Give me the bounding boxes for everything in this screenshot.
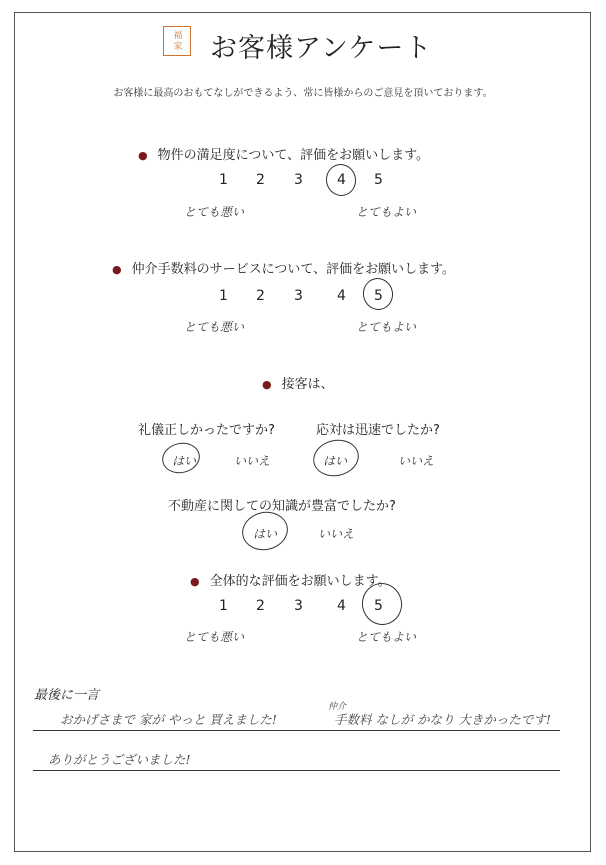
question-4 xyxy=(190,570,391,589)
question-3 xyxy=(262,373,334,392)
logo-char-1: 福 xyxy=(173,31,183,41)
q1-option-4[interactable]: 4 xyxy=(337,172,346,188)
q3-sub2-yes[interactable]: はい xyxy=(323,454,348,468)
question-4-label: 全体的な評価をお願いします。 xyxy=(209,574,391,589)
question-3-label: 接客は、 xyxy=(281,377,334,392)
question-2-label: 仲介手数料のサービスについて、評価をお願いします。 xyxy=(131,262,456,277)
final-comment-annotation: 仲介 xyxy=(328,702,347,712)
q2-option-4[interactable]: 4 xyxy=(337,288,346,304)
q2-low-label: とても悪い xyxy=(184,320,245,334)
q4-high-label: とてもよい xyxy=(356,630,417,644)
q1-option-1[interactable]: 1 xyxy=(219,172,228,188)
q3-sub3-yes[interactable]: はい xyxy=(253,527,278,541)
comment-rule-2 xyxy=(33,770,560,771)
q4-low-label: とても悪い xyxy=(184,630,245,644)
q3-sub2-no[interactable]: いいえ xyxy=(398,454,435,468)
question-1 xyxy=(138,144,429,163)
q4-option-2[interactable]: 2 xyxy=(256,598,265,614)
q1-option-5[interactable]: 5 xyxy=(374,172,383,188)
question-1-label: 物件の満足度について、評価をお願いします。 xyxy=(157,148,430,163)
q2-option-1[interactable]: 1 xyxy=(219,288,228,304)
logo-char-2: 家 xyxy=(173,42,183,52)
q1-option-2[interactable]: 2 xyxy=(256,172,265,188)
q3-sub1-label: 礼儀正しかったですか? xyxy=(138,423,275,438)
comment-rule-1 xyxy=(33,730,560,731)
q1-high-label: とてもよい xyxy=(356,205,417,219)
company-logo xyxy=(163,26,191,56)
page-title: お客様アンケート xyxy=(210,33,433,64)
q3-sub3-label: 不動産に関しての知識が豊富でしたか? xyxy=(168,499,396,514)
question-2 xyxy=(112,258,455,277)
q2-option-5[interactable]: 5 xyxy=(374,288,383,304)
final-comment-line-1: おかげさまで 家が やっと 買えました! xyxy=(60,712,277,727)
final-comment-line-1b: 手数料 なしが かなり 大きかったです! xyxy=(334,712,551,727)
intro-text: お客様に最高のおもてなしができるよう、常に皆様からのご意見を頂いております。 xyxy=(113,88,493,99)
q3-sub2-label: 応対は迅速でしたか? xyxy=(316,423,440,438)
q1-low-label: とても悪い xyxy=(184,205,245,219)
final-comment-line-2: ありがとうございました! xyxy=(48,752,191,767)
q4-option-3[interactable]: 3 xyxy=(294,598,303,614)
q4-option-1[interactable]: 1 xyxy=(219,598,228,614)
q3-sub3-no[interactable]: いいえ xyxy=(318,527,355,541)
q3-sub1-yes[interactable]: はい xyxy=(172,454,197,468)
q2-high-label: とてもよい xyxy=(356,320,417,334)
q4-option-5[interactable]: 5 xyxy=(374,598,383,614)
bullet-icon: ● xyxy=(190,575,200,588)
q4-option-4[interactable]: 4 xyxy=(337,598,346,614)
q2-option-2[interactable]: 2 xyxy=(256,288,265,304)
bullet-icon: ● xyxy=(112,263,122,276)
q1-option-3[interactable]: 3 xyxy=(294,172,303,188)
final-comment-heading: 最後に一言 xyxy=(34,688,100,703)
q2-option-3[interactable]: 3 xyxy=(294,288,303,304)
bullet-icon: ● xyxy=(262,378,272,391)
bullet-icon: ● xyxy=(138,149,148,162)
q3-sub1-no[interactable]: いいえ xyxy=(234,454,271,468)
